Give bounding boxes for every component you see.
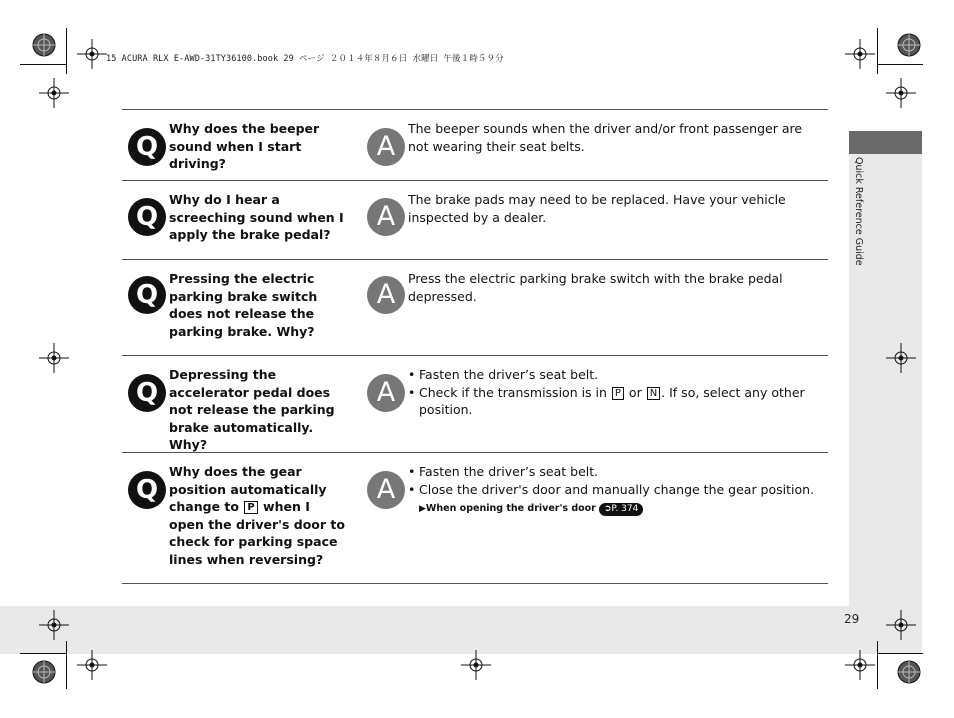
gear-n-key-icon: N — [647, 387, 660, 400]
answer-text-part: or — [624, 384, 646, 400]
footer-band — [0, 606, 922, 654]
registration-mark-icon — [845, 39, 875, 69]
question-text: Pressing the electric parking brake switch does not release the parking brake. Why? — [169, 271, 318, 339]
answer-bullet: • Fasten the driver’s seat belt. — [408, 366, 818, 384]
question-badge-icon: Q — [128, 276, 166, 314]
question-badge-icon: Q — [128, 471, 166, 509]
gear-p-key-icon: P — [612, 387, 624, 400]
answer-badge-icon: A — [367, 276, 405, 314]
print-header: 15 ACURA RLX E-AWD-31TY36100.book 29 ページ ２０１４年８月６日 水曜日 午後１時５９分 — [106, 54, 504, 64]
registration-mark-icon — [39, 343, 69, 373]
registration-mark-icon — [886, 78, 916, 108]
triangle-arrow-icon: ▶ — [419, 504, 426, 514]
side-tab-marker — [849, 131, 922, 154]
registration-mark-icon — [39, 78, 69, 108]
answer-bullets — [408, 463, 818, 519]
answer-bullet — [408, 384, 818, 419]
question-text: Depressing the accelerator pedal does not release the parking brake automatically. Why? — [169, 367, 335, 452]
question-badge-icon: Q — [128, 374, 166, 412]
answer-text-part: Check if the transmission is in — [419, 384, 611, 400]
crop-mark — [20, 653, 66, 654]
answer-text-part: . If so, select any other position. — [419, 384, 805, 417]
crop-mark — [66, 641, 67, 689]
faq-rule — [122, 109, 828, 110]
crop-mark — [66, 28, 67, 74]
reference-text: When opening the driver's door — [425, 503, 596, 514]
page-number: 29 — [844, 612, 860, 626]
answer-bullets — [408, 366, 818, 419]
faq-rule — [122, 180, 828, 181]
faq-rule — [122, 355, 828, 356]
crop-mark — [877, 653, 923, 654]
color-target-icon — [894, 657, 924, 687]
answer-badge-icon: A — [367, 374, 405, 412]
answer-text: Press the electric parking brake switch with the brake pedal depressed. — [408, 271, 783, 304]
question-text — [169, 463, 349, 568]
registration-mark-icon — [39, 610, 69, 640]
crop-mark — [877, 641, 878, 689]
registration-mark-icon — [845, 650, 875, 680]
registration-mark-icon — [77, 650, 107, 680]
page-reference-link[interactable]: ➲P. 374 — [599, 503, 643, 516]
answer-bullet: • Fasten the driver’s seat belt. — [408, 463, 818, 481]
color-target-icon — [894, 30, 924, 60]
faq-rule — [122, 259, 828, 260]
question-text: Why does the beeper sound when I start driving? — [169, 121, 320, 171]
reference-page: P. 374 — [611, 504, 639, 514]
crop-mark — [877, 64, 923, 65]
color-target-icon — [29, 30, 59, 60]
answer-text: The beeper sounds when the driver and/or front passenger are not wearing their seat belts. — [408, 121, 803, 154]
answer-badge-icon: A — [367, 471, 405, 509]
answer-badge-icon: A — [367, 198, 405, 236]
question-badge-icon: Q — [128, 198, 166, 236]
registration-mark-icon — [886, 343, 916, 373]
answer-badge-icon: A — [367, 128, 405, 166]
question-text-part: when I open the driver's door to check for parking space lines when reversing? — [169, 499, 345, 567]
answer-text: The brake pads may need to be replaced. Have your vehicle inspected by a dealer. — [408, 192, 786, 225]
crop-mark — [20, 64, 66, 65]
question-badge-icon: Q — [128, 128, 166, 166]
gear-p-key-icon: P — [244, 501, 257, 514]
faq-rule — [122, 583, 828, 584]
question-text-part: Why does the gear position automatically change to — [169, 464, 327, 514]
question-text: Why do I hear a screeching sound when I apply the brake pedal? — [169, 192, 344, 242]
crop-mark — [877, 28, 878, 74]
registration-mark-icon — [461, 650, 491, 680]
registration-mark-icon — [886, 610, 916, 640]
registration-mark-icon — [77, 39, 107, 69]
side-tab-label: Quick Reference Guide — [853, 157, 864, 266]
answer-bullet: • Close the driver's door and manually change the gear position. — [408, 481, 818, 499]
cross-reference[interactable] — [408, 500, 818, 519]
color-target-icon — [29, 657, 59, 687]
